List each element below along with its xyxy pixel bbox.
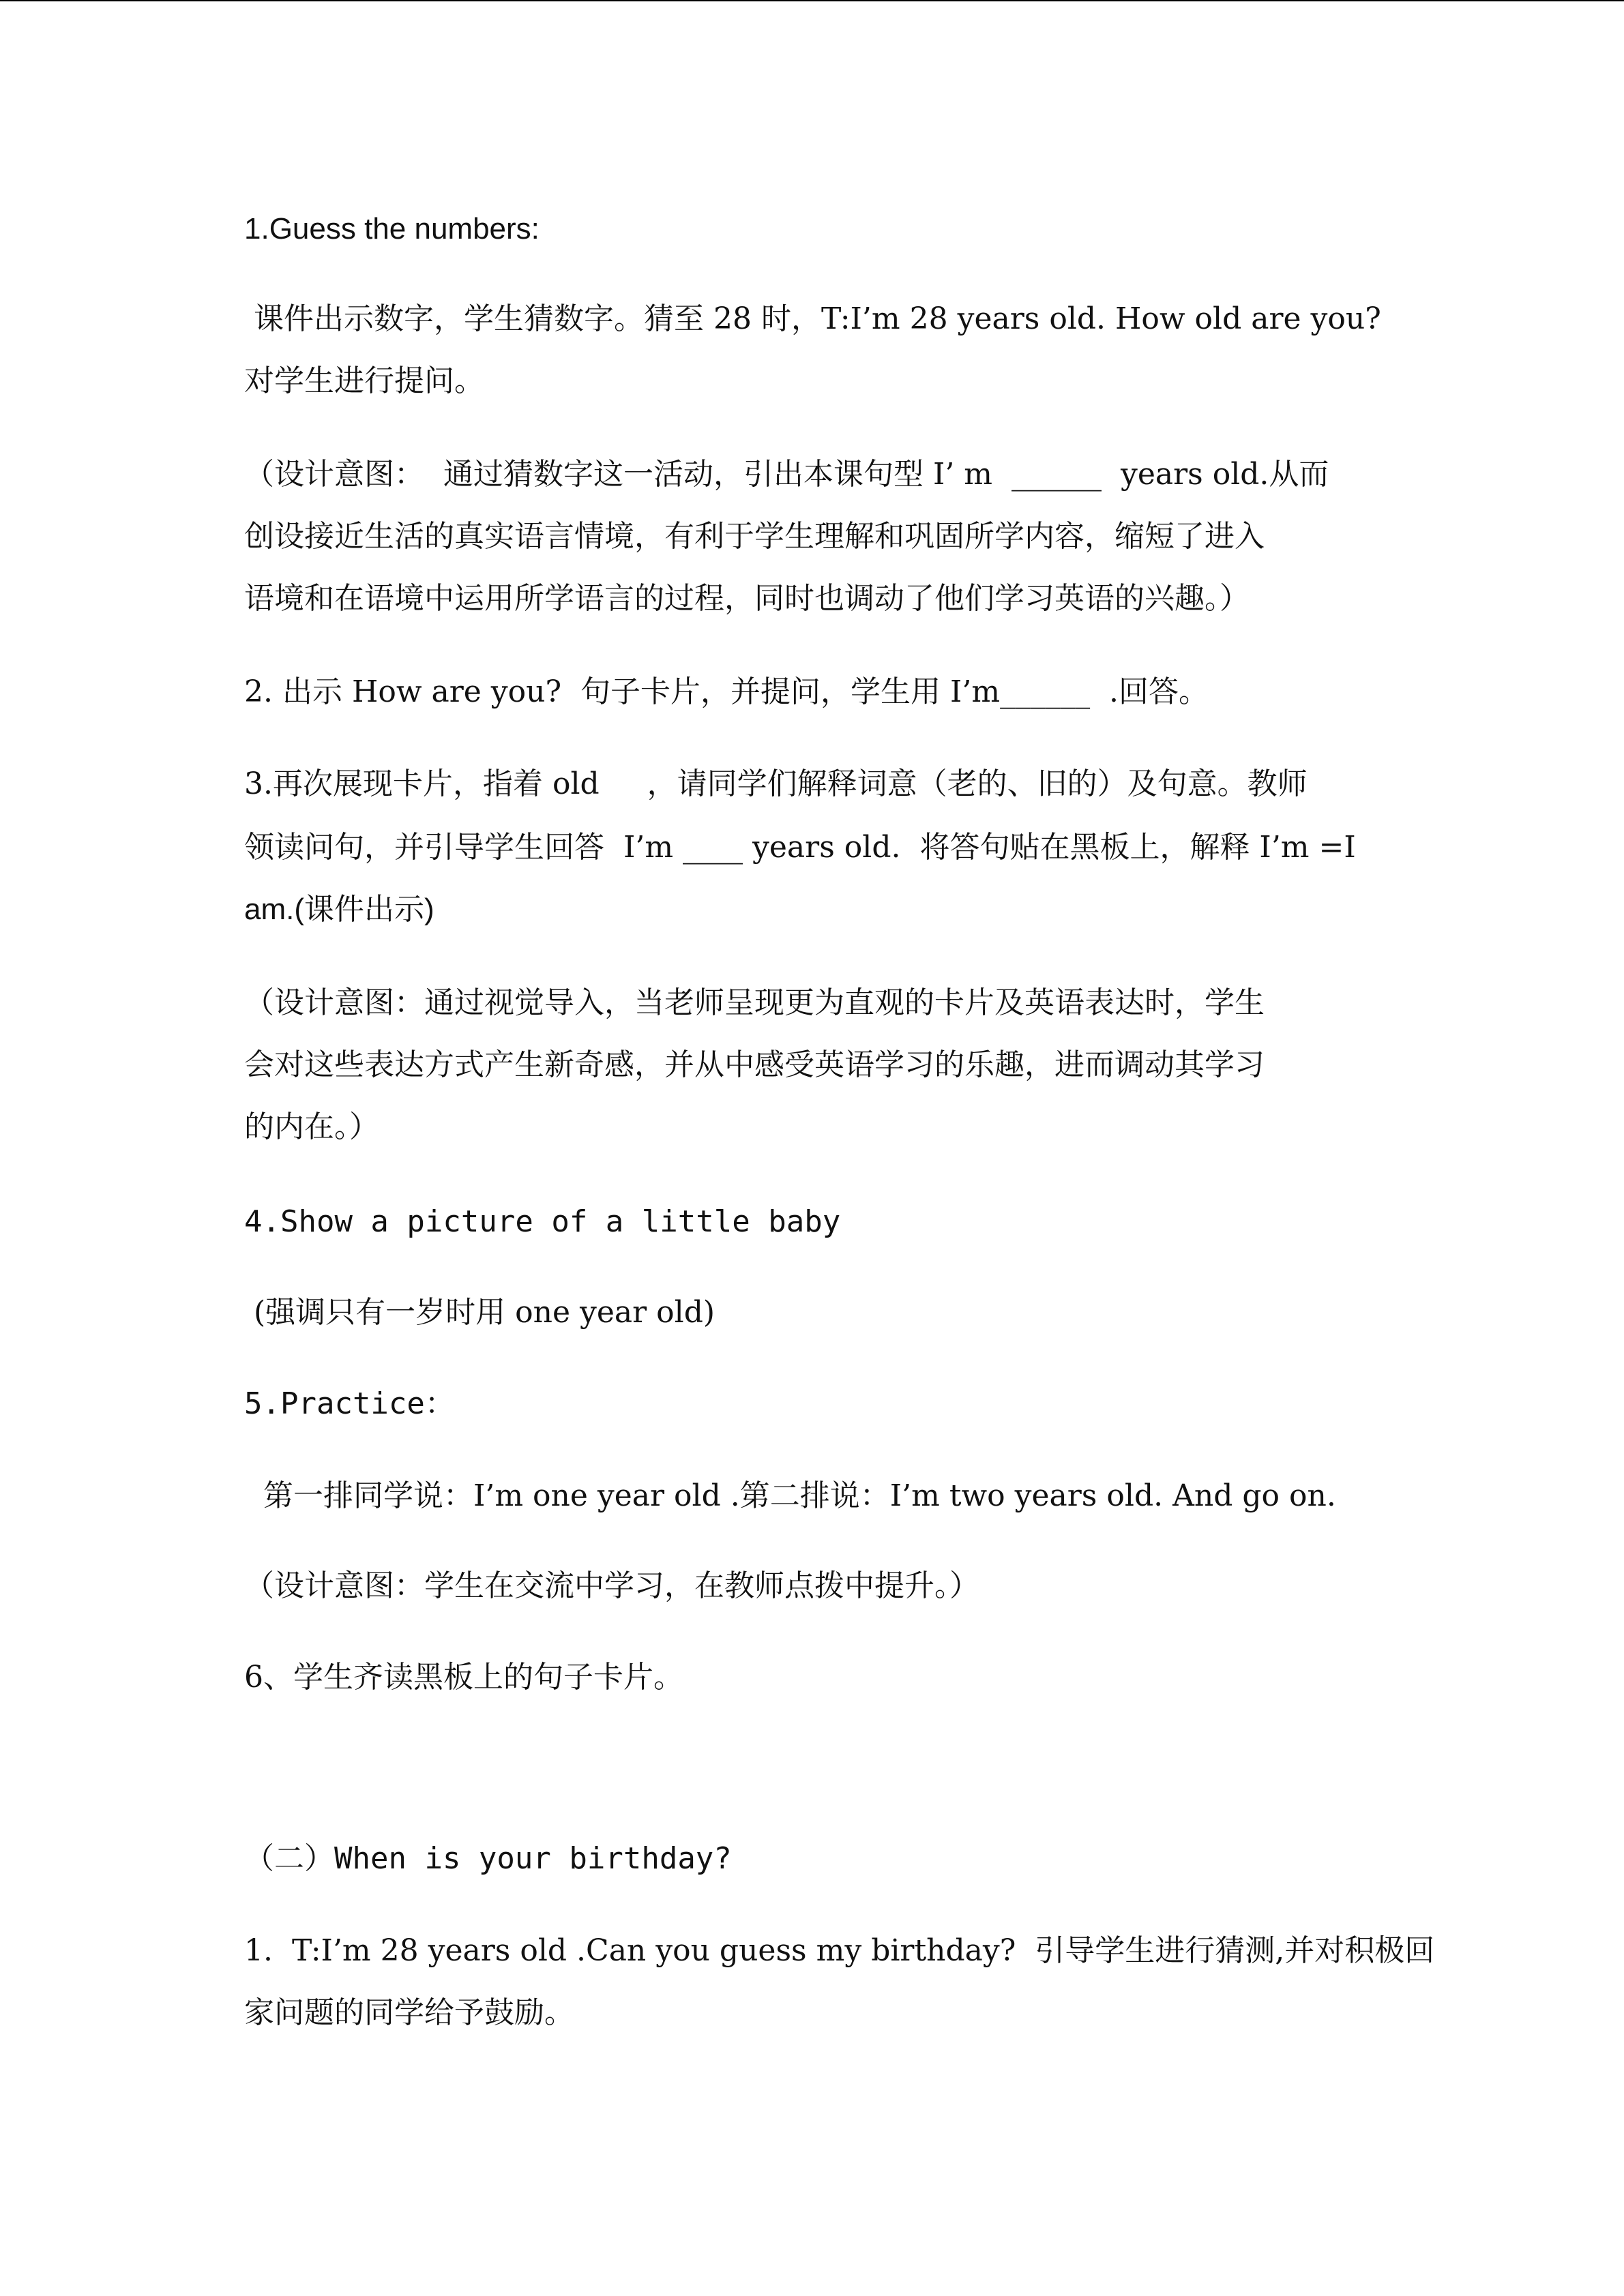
line-step-3b: 领读问句，并引导学生回答 I’m ____ years old. 将答句贴在黑板上，解释 I’m =I: [244, 830, 1356, 865]
line-step-3a: 3.再次展现卡片，指着 old ，请同学们解释词意（老的、旧的）及句意。教师: [244, 766, 1308, 801]
line-step-2: 2. 出示 How are you? 句子卡片，并提问，学生用 I’m______ .回答。: [244, 674, 1209, 709]
line-guess-numbers-desc-cont: 对学生进行提问。: [244, 363, 484, 398]
line-design-intent-2c: 的内在。）: [244, 1109, 379, 1144]
line-step-6: 6、学生齐读黑板上的句子卡片。: [244, 1660, 683, 1695]
line-design-intent-1c: 语境和在语境中运用所学语言的过程，同时也调动了他们学习英语的兴趣。）: [244, 581, 1250, 616]
line-step-5-desc: 第一排同学说：I’m one year old .第二排说：I’m two years old. And go on.: [244, 1478, 1336, 1513]
line-section-two-step-1a: 1. T:I’m 28 years old .Can you guess my birthday? 引导学生进行猜测,并对积极回: [244, 1933, 1435, 1968]
line-design-intent-3: （设计意图：学生在交流中学习，在教师点拨中提升。）: [244, 1568, 979, 1603]
line-design-intent-2a: （设计意图：通过视觉导入，当老师呈现更为直观的卡片及英语表达时，学生: [244, 985, 1265, 1020]
line-step-4: 4.Show a picture of a little baby: [244, 1204, 841, 1239]
line-step-3c: am.(课件出示): [244, 893, 434, 926]
line-guess-numbers-desc: 课件出示数字，学生猜数字。猜至 28 时，T:I’m 28 years old. How old are you?: [244, 301, 1381, 336]
document-page: [244, 0, 1435, 2296]
line-design-intent-1a: （设计意图： 通过猜数字这一活动，引出本课句型 I’ m ______ years old.从而: [244, 457, 1329, 492]
line-design-intent-2b: 会对这些表达方式产生新奇感，并从中感受英语学习的乐趣，进而调动其学习: [244, 1047, 1265, 1082]
line-design-intent-1b: 创设接近生活的真实语言情境，有利于学生理解和巩固所学内容，缩短了进入: [244, 519, 1265, 554]
line-guess-numbers-heading: 1.Guess the numbers:: [244, 212, 540, 245]
line-section-two-heading: （二）When is your birthday?: [244, 1841, 732, 1876]
line-section-two-step-1b: 家问题的同学给予鼓励。: [244, 1995, 574, 2030]
line-step-5: 5.Practice：: [244, 1386, 455, 1421]
line-step-4-note: (强调只有一岁时用 one year old): [244, 1295, 715, 1330]
